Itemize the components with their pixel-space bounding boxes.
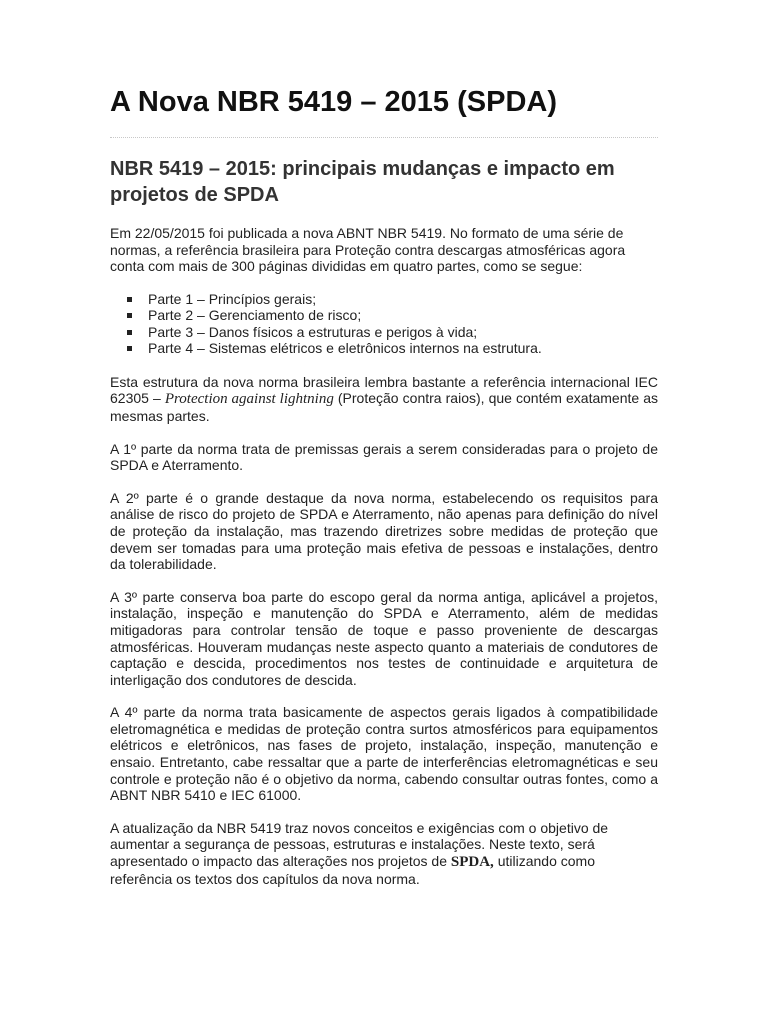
square-bullet-icon [127,313,132,318]
structure-text-end: (Proteção contra raios), que contém exatamente as mesmas partes. [110,390,659,424]
square-bullet-icon [127,297,132,302]
list-item-text: Parte 4 – Sistemas elétricos e eletrônicos internos na estrutura. [148,340,542,357]
list-item [148,307,658,324]
part2-paragraph: A 2º parte é o grande destaque da nova norma, estabelecendo os requisitos para análise de risco do projeto de SPDA e Aterramento, não apenas para definição do nível de proteção da instalação, mas trazendo diretrizes sobre medidas de proteção que devem ser tomadas para uma proteção mais efetiva de pessoas e instalações, dentro da tolerabilidade. [110,489,658,573]
part3-paragraph: A 3º parte conserva boa parte do escopo geral da norma antiga, aplicável a projetos, instalação, inspeção e manutenção do SPDA e Aterramento, além de medidas mitigadoras para controlar tensão de toque e passo proveniente de descargas atmosféricas. Houveram mudanças neste aspecto quanto a materiais de condutores de captação e descida, procedimentos nos testes de continuidade e arquitetura de interligação dos condutores de descida. [110,588,658,688]
section-heading: NBR 5419 – 2015: principais mudanças e impacto em projetos de SPDA [110,158,615,206]
part1-paragraph: A 1º parte da norma trata de premissas gerais a serem consideradas para o projeto de SPDA e Aterramento. [110,440,658,474]
list-item [148,324,658,341]
intro-paragraph: Em 22/05/2015 foi publicada a nova ABNT NBR 5419. No formato de uma série de normas, a referência brasileira para Proteção contra descargas atmosféricas agora conta com mais de 300 páginas divididas em quatro partes, como se segue: [110,225,626,275]
square-bullet-icon [127,330,132,335]
list-item-text: Parte 1 – Princípios gerais; [148,290,317,307]
parts-list [110,291,658,357]
list-item-text: Parte 3 – Danos físicos a estruturas e perigos à vida; [148,323,478,340]
list-item [148,291,658,308]
structure-paragraph [110,374,658,425]
list-item [148,340,658,357]
part4-paragraph: A 4º parte da norma trata basicamente de aspectos gerais ligados à compatibilidade eletromagnética e medidas de proteção contra surtos atmosféricos para equipamentos elétricos e eletrônicos, nas fases de projeto, instalação, inspeção, manutenção e ensaio. Entretanto, cabe ressaltar que a parte de interferências eletromagnéticas e seu controle e proteção não é o objetivo da norma, cabendo consultar outras fontes, como a ABNT NBR 5410 e IEC 61000. [110,704,658,804]
square-bullet-icon [127,346,132,351]
conclusion-text-end: utilizando como referência os textos dos capítulos da nova norma. [110,853,595,887]
conclusion-text-start: A atualização da NBR 5419 traz novos conceitos e exigências com o objetivo de aumentar a segurança de pessoas, estruturas e instalações. Neste texto, será apresentado o impacto das alterações nos projetos de [110,819,609,870]
article-body [110,225,658,903]
conclusion-paragraph [110,820,658,887]
list-item-text: Parte 2 – Gerenciamento de risco; [148,307,362,324]
structure-text-start: Esta estrutura da nova norma brasileira lembra bastante a referência internacional IEC 62305 – [110,373,658,407]
title-divider [110,137,658,138]
page-title: A Nova NBR 5419 – 2015 (SPDA) [110,86,557,118]
spda-emphasis: SPDA, [450,854,494,871]
english-standard-title: Protection against lightning [164,391,334,408]
